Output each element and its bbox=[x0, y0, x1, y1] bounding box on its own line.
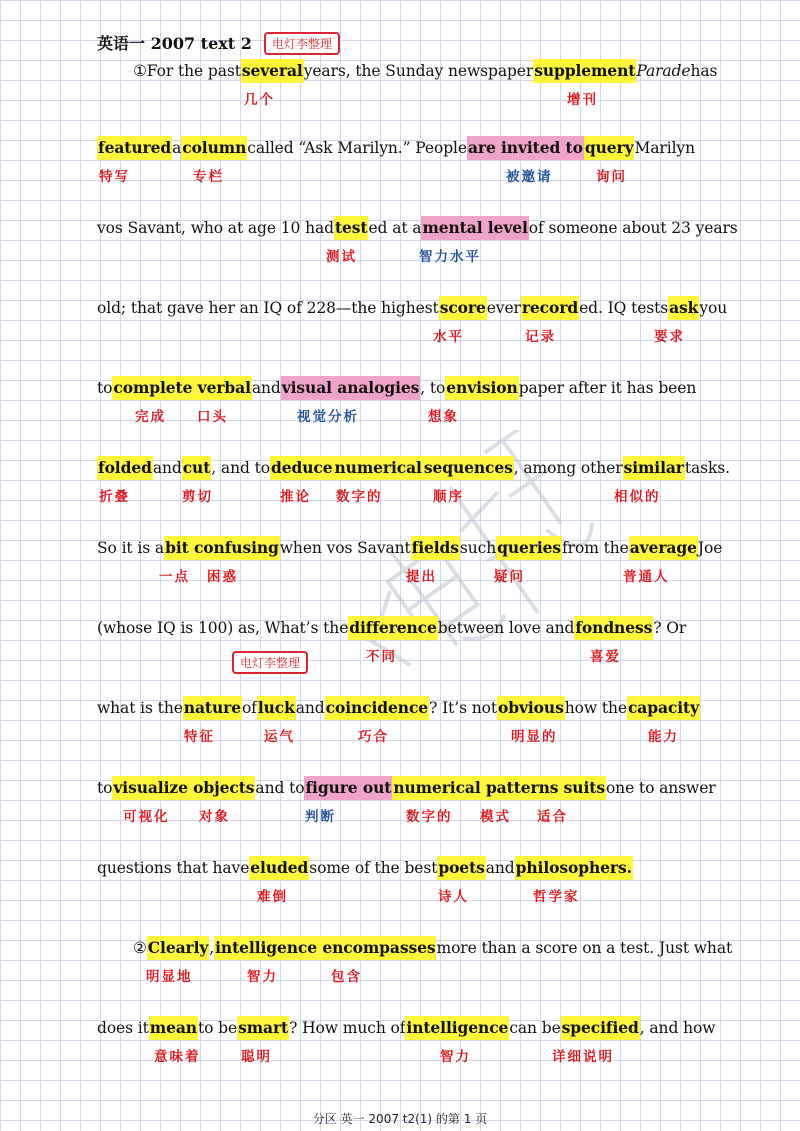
highlighted-word: coincidence bbox=[325, 696, 429, 720]
annotation: 询问 bbox=[596, 169, 627, 185]
text-line bbox=[97, 1016, 715, 1040]
text-run: ed at a bbox=[368, 219, 422, 237]
annotation: 智力 bbox=[440, 1049, 471, 1065]
highlighted-word: poets bbox=[437, 856, 485, 880]
annotation: 数字的 bbox=[336, 489, 383, 505]
annotation: 记录 bbox=[525, 329, 556, 345]
text-run: when vos Savant bbox=[279, 539, 411, 557]
text-run: (whose IQ is 100) as, What’s the bbox=[97, 619, 349, 637]
text-run: , and to bbox=[211, 459, 270, 477]
annotation: 模式 bbox=[480, 809, 511, 825]
annotation: 对象 bbox=[199, 809, 230, 825]
text-line bbox=[97, 856, 633, 880]
text-run: more than a score on a test. Just what bbox=[436, 939, 733, 957]
text-run: years, the Sunday newspaper bbox=[303, 62, 534, 80]
text-run: ? It’s not bbox=[429, 699, 498, 717]
annotation: 详细说明 bbox=[552, 1049, 614, 1065]
annotation: 水平 bbox=[433, 329, 464, 345]
highlighted-word: ask bbox=[668, 296, 699, 320]
annotation: 提出 bbox=[406, 569, 437, 585]
annotation: 完成 bbox=[135, 409, 166, 425]
highlighted-word: intelligence encompasses bbox=[214, 936, 436, 960]
text-run: and to bbox=[255, 779, 305, 797]
text-run: ② bbox=[133, 939, 147, 957]
annotation: 测试 bbox=[326, 249, 357, 265]
annotation: 折叠 bbox=[99, 489, 130, 505]
highlighted-word: envision bbox=[445, 376, 518, 400]
text-run: ? Or bbox=[653, 619, 687, 637]
annotation: 意味着 bbox=[154, 1049, 201, 1065]
annotation: 明显的 bbox=[511, 729, 558, 745]
highlighted-word: folded bbox=[97, 456, 153, 480]
text-run: , to bbox=[420, 379, 446, 397]
text-run: can be bbox=[509, 1019, 561, 1037]
text-line bbox=[97, 536, 722, 560]
annotation: 特征 bbox=[184, 729, 215, 745]
text-run: tasks. bbox=[684, 459, 730, 477]
highlighted-word: difference bbox=[348, 616, 438, 640]
text-run: called “Ask Marilyn.” People bbox=[247, 139, 467, 157]
text-run: you bbox=[699, 299, 728, 317]
highlighted-word: average bbox=[629, 536, 698, 560]
highlighted-word: featured bbox=[97, 136, 172, 160]
pink-highlighted-phrase: mental level bbox=[421, 216, 528, 240]
highlighted-word: cut bbox=[182, 456, 212, 480]
annotation: 运气 bbox=[264, 729, 295, 745]
text-run: such bbox=[459, 539, 497, 557]
highlighted-word: luck bbox=[257, 696, 296, 720]
annotation: 困惑 bbox=[207, 569, 238, 585]
text-run: does it bbox=[97, 1019, 149, 1037]
annotation: 智力水平 bbox=[419, 249, 481, 265]
annotation: 几个 bbox=[244, 92, 275, 108]
highlighted-word: obvious bbox=[497, 696, 565, 720]
highlighted-word: several bbox=[241, 59, 304, 83]
highlighted-word: Clearly bbox=[147, 936, 210, 960]
highlighted-word: smart bbox=[237, 1016, 289, 1040]
highlighted-word: queries bbox=[496, 536, 562, 560]
annotation: 数字的 bbox=[406, 809, 453, 825]
highlighted-word: complete verbal bbox=[112, 376, 252, 400]
text-run: , among other bbox=[513, 459, 623, 477]
text-run: how the bbox=[564, 699, 627, 717]
text-run: Joe bbox=[697, 539, 723, 557]
highlighted-word: mean bbox=[149, 1016, 198, 1040]
text-run: Marilyn bbox=[634, 139, 695, 157]
pink-highlighted-phrase: visual analogies bbox=[281, 376, 421, 400]
annotation: 推论 bbox=[280, 489, 311, 505]
highlighted-word: numerical patterns suits bbox=[392, 776, 606, 800]
highlighted-word: visualize objects bbox=[112, 776, 255, 800]
text-run: between love and bbox=[437, 619, 575, 637]
text-line bbox=[97, 376, 696, 400]
highlighted-word: specified bbox=[561, 1016, 640, 1040]
text-run: old; that gave her an IQ of 228—the highest bbox=[97, 299, 439, 317]
annotation: 被邀请 bbox=[506, 169, 553, 185]
highlighted-word: sequences bbox=[423, 456, 514, 480]
annotation: 相似的 bbox=[614, 489, 661, 505]
text-run: to bbox=[97, 779, 113, 797]
highlighted-word: deduce bbox=[270, 456, 334, 480]
text-run: some of the best bbox=[309, 859, 438, 877]
text-run: and bbox=[251, 379, 281, 397]
annotation: 喜爱 bbox=[590, 649, 621, 665]
text-run: from the bbox=[562, 539, 629, 557]
highlighted-word: fields bbox=[411, 536, 460, 560]
text-line bbox=[97, 216, 738, 240]
text-run: to be bbox=[197, 1019, 238, 1037]
text-run: and bbox=[152, 459, 182, 477]
annotation: 剪切 bbox=[182, 489, 213, 505]
text-run: to bbox=[97, 379, 113, 397]
highlighted-word: fondness bbox=[574, 616, 653, 640]
text-line bbox=[97, 696, 700, 720]
text-run: of someone about 23 years bbox=[528, 219, 738, 237]
document-title: 英语一 2007 text 2 bbox=[97, 34, 252, 53]
highlighted-word: supplement bbox=[533, 59, 636, 83]
annotation: 判断 bbox=[305, 809, 336, 825]
annotation: 巧合 bbox=[358, 729, 389, 745]
text-run: and bbox=[295, 699, 325, 717]
annotation: 能力 bbox=[648, 729, 679, 745]
text-run: of bbox=[241, 699, 257, 717]
annotation: 特写 bbox=[99, 169, 130, 185]
text-line bbox=[133, 59, 717, 83]
text-run: questions that have bbox=[97, 859, 250, 877]
text-line bbox=[97, 616, 686, 640]
annotation: 疑问 bbox=[494, 569, 525, 585]
text-run: a bbox=[172, 139, 182, 157]
page-footer: 分区 英一 2007 t2(1) 的第 1 页 bbox=[312, 1112, 488, 1126]
stamp-label: 电灯李整理 bbox=[264, 32, 340, 55]
highlighted-word: test bbox=[334, 216, 369, 240]
annotation: 难倒 bbox=[257, 889, 288, 905]
annotation: 要求 bbox=[654, 329, 685, 345]
text-run: and bbox=[485, 859, 515, 877]
annotation: 智力 bbox=[247, 969, 278, 985]
highlighted-word: column bbox=[181, 136, 247, 160]
annotation: 可视化 bbox=[123, 809, 170, 825]
highlighted-word: intelligence bbox=[405, 1016, 509, 1040]
text-run: ①For the past bbox=[133, 62, 241, 80]
annotation: 一点 bbox=[159, 569, 190, 585]
annotation: 专栏 bbox=[193, 169, 224, 185]
annotation: 诗人 bbox=[438, 889, 469, 905]
text-run: paper after it has been bbox=[518, 379, 697, 397]
text-run: ? How much of bbox=[289, 1019, 406, 1037]
text-run: , and how bbox=[639, 1019, 716, 1037]
text-line bbox=[97, 776, 716, 800]
annotation: 明显地 bbox=[146, 969, 193, 985]
highlighted-word: eluded bbox=[249, 856, 309, 880]
annotation: 聪明 bbox=[241, 1049, 272, 1065]
highlighted-word: record bbox=[521, 296, 579, 320]
stamp-label: 电灯李整理 bbox=[232, 651, 308, 674]
annotation: 哲学家 bbox=[533, 889, 580, 905]
italic-word: Parade bbox=[636, 62, 691, 80]
highlighted-word: query bbox=[584, 136, 635, 160]
text-run: what is the bbox=[97, 699, 183, 717]
highlighted-word: numerical bbox=[333, 456, 422, 480]
annotation: 口头 bbox=[197, 409, 228, 425]
pink-highlighted-phrase: figure out bbox=[304, 776, 392, 800]
annotation: 顺序 bbox=[433, 489, 464, 505]
highlighted-word: philosophers. bbox=[515, 856, 633, 880]
annotation: 不同 bbox=[366, 649, 397, 665]
highlighted-word: nature bbox=[183, 696, 242, 720]
text-run: has bbox=[690, 62, 718, 80]
pink-highlighted-phrase: are invited to bbox=[467, 136, 584, 160]
text-line bbox=[97, 456, 730, 480]
annotation: 增刊 bbox=[567, 92, 598, 108]
text-run: So it is a bbox=[97, 539, 165, 557]
annotation: 包含 bbox=[331, 969, 362, 985]
text-line bbox=[97, 296, 727, 320]
annotation: 想象 bbox=[428, 409, 459, 425]
highlighted-word: capacity bbox=[627, 696, 700, 720]
annotation: 普通人 bbox=[623, 569, 670, 585]
annotation: 视觉分析 bbox=[297, 409, 359, 425]
highlighted-word: score bbox=[439, 296, 487, 320]
highlighted-word: similar bbox=[623, 456, 685, 480]
annotation: 适合 bbox=[537, 809, 568, 825]
text-run: one to answer bbox=[605, 779, 716, 797]
text-run: vos Savant, who at age 10 had bbox=[97, 219, 334, 237]
text-line bbox=[133, 936, 732, 960]
text-run: , bbox=[209, 939, 215, 957]
text-line bbox=[97, 136, 695, 160]
highlighted-word: bit confusing bbox=[164, 536, 280, 560]
text-run: ed. IQ tests bbox=[579, 299, 669, 317]
text-run: ever bbox=[486, 299, 521, 317]
